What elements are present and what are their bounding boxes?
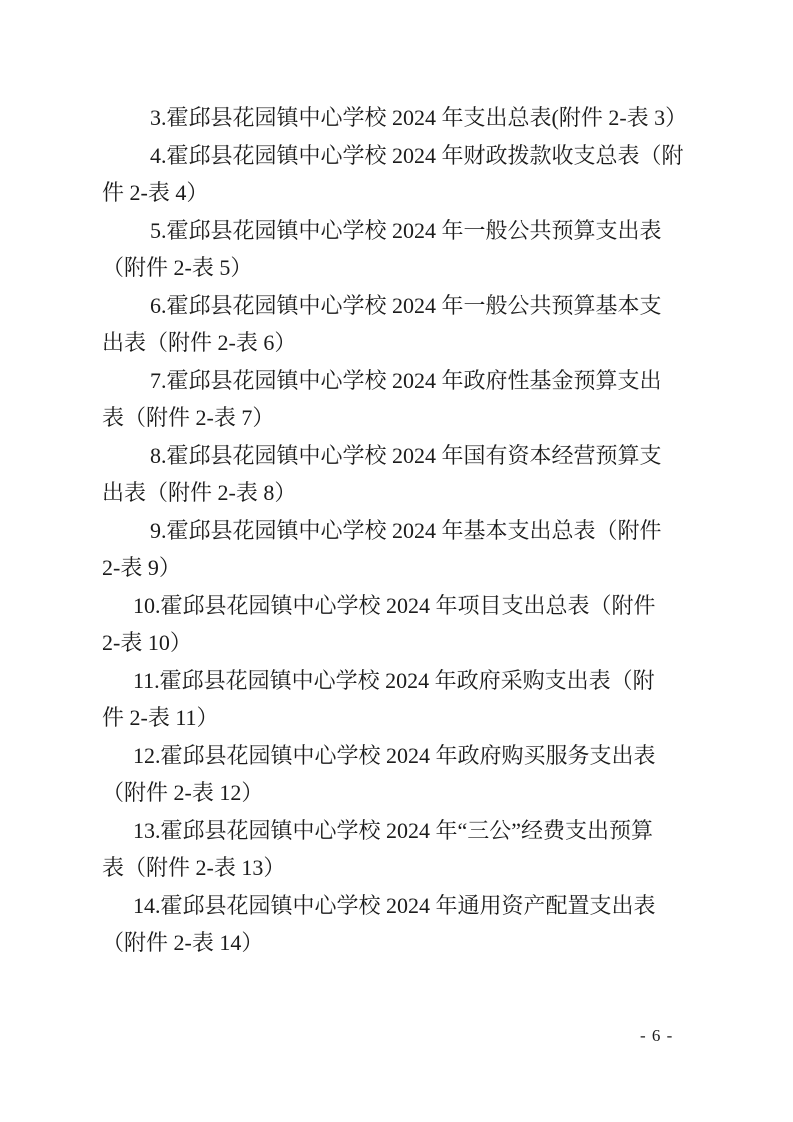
list-item-table-5 bbox=[102, 212, 686, 287]
list-item-table-8 bbox=[102, 437, 686, 512]
page-number: - 6 - bbox=[640, 1026, 674, 1045]
list-item-line: 表（附件 2-表 13） bbox=[102, 855, 286, 880]
list-item-line: 件 2-表 11） bbox=[102, 705, 219, 730]
list-item-line: 件 2-表 4） bbox=[102, 180, 209, 205]
list-item-table-14 bbox=[102, 887, 686, 962]
list-item-line: 2-表 10） bbox=[102, 630, 192, 655]
list-item-line: 11.霍邱县花园镇中心学校 2024 年政府采购支出表（附 bbox=[133, 667, 655, 693]
list-item-line: （附件 2-表 14） bbox=[102, 930, 264, 955]
list-item-line: 出表（附件 2-表 8） bbox=[102, 480, 297, 505]
list-item-table-10 bbox=[102, 587, 686, 662]
list-item-table-13 bbox=[102, 812, 686, 887]
list-item-line: 12.霍邱县花园镇中心学校 2024 年政府购买服务支出表 bbox=[133, 742, 656, 768]
list-item-line: 7.霍邱县花园镇中心学校 2024 年政府性基金预算支出 bbox=[150, 367, 662, 393]
list-item-line: 出表（附件 2-表 6） bbox=[102, 330, 297, 355]
list-item-table-3 bbox=[102, 99, 686, 137]
list-item-line: 14.霍邱县花园镇中心学校 2024 年通用资产配置支出表 bbox=[133, 892, 656, 918]
list-item-line: （附件 2-表 5） bbox=[102, 255, 253, 280]
list-item-line: 2-表 9） bbox=[102, 555, 181, 580]
list-item-table-9 bbox=[102, 512, 686, 587]
list-item-table-7 bbox=[102, 362, 686, 437]
list-item-line: 表（附件 2-表 7） bbox=[102, 405, 275, 430]
list-item-table-12 bbox=[102, 737, 686, 812]
list-item-line: 5.霍邱县花园镇中心学校 2024 年一般公共预算支出表 bbox=[150, 217, 662, 243]
list-item-line: 3.霍邱县花园镇中心学校 2024 年支出总表(附件 2-表 3） bbox=[150, 105, 688, 130]
list-item-line: 10.霍邱县花园镇中心学校 2024 年项目支出总表（附件 bbox=[133, 592, 656, 618]
list-item-line: 9.霍邱县花园镇中心学校 2024 年基本支出总表（附件 bbox=[150, 517, 662, 543]
list-item-line: 6.霍邱县花园镇中心学校 2024 年一般公共预算基本支 bbox=[150, 292, 662, 318]
list-item-table-11 bbox=[102, 662, 686, 737]
list-item-line: 8.霍邱县花园镇中心学校 2024 年国有资本经营预算支 bbox=[150, 442, 662, 468]
list-item-table-6 bbox=[102, 287, 686, 362]
list-item-line: （附件 2-表 12） bbox=[102, 780, 264, 805]
attachment-table-list bbox=[102, 99, 686, 962]
list-item-table-4 bbox=[102, 137, 686, 212]
list-item-line: 4.霍邱县花园镇中心学校 2024 年财政拨款收支总表（附 bbox=[150, 142, 684, 168]
list-item-line: 13.霍邱县花园镇中心学校 2024 年“三公”经费支出预算 bbox=[133, 817, 654, 843]
